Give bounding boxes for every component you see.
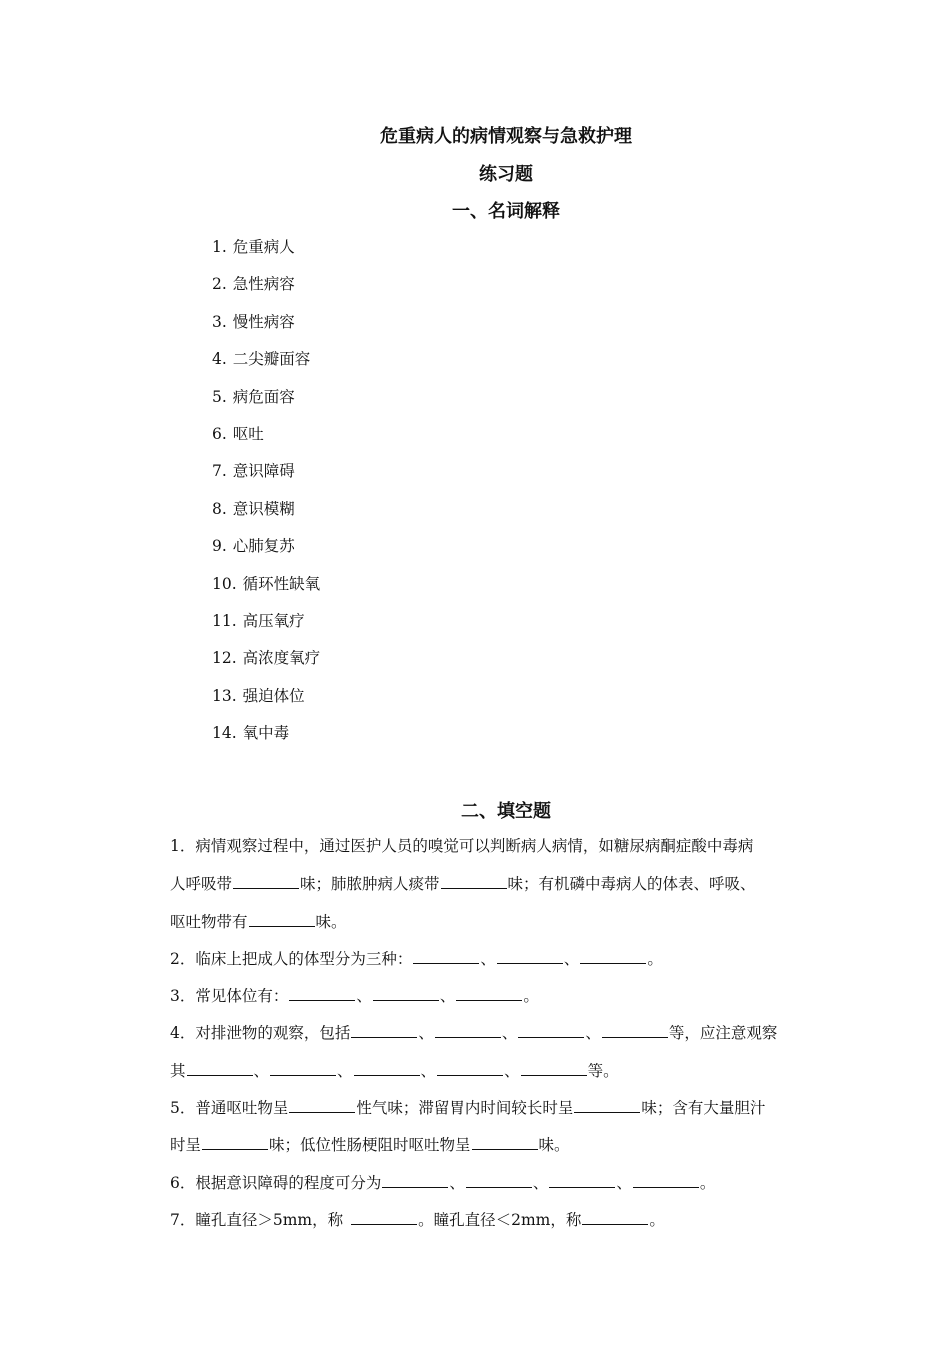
answer-blank[interactable]: [437, 1059, 503, 1076]
answer-blank[interactable]: [202, 1133, 268, 1150]
list-item: 14. 氧中毒: [212, 724, 290, 743]
fill-blank-questions: [170, 835, 810, 1245]
question-2: 2．临床上把成人的体型分为三种： 、 、 。: [170, 947, 810, 984]
question-6: 6．根据意识障碍的程度可分为 、 、 、 。: [170, 1171, 810, 1208]
question-1-line-1: 1．病情观察过程中，通过医护人员的嗅觉可以判断病人病情，如糖尿病酮症酸中毒病: [170, 837, 754, 855]
section-heading-fill-blank: 二、填空题: [461, 801, 551, 822]
answer-blank[interactable]: [413, 947, 479, 964]
answer-blank[interactable]: [472, 1133, 538, 1150]
list-item: 8. 意识模糊: [212, 499, 295, 518]
list-item: 4. 二尖瓣面容: [212, 350, 311, 369]
list-item: 1. 危重病人: [212, 238, 295, 256]
answer-blank[interactable]: [456, 984, 522, 1001]
list-item: 13. 强迫体位: [212, 686, 305, 705]
answer-blank[interactable]: [497, 947, 563, 964]
list-item: 2. 急性病容: [212, 275, 295, 294]
document-subtitle: 练习题: [479, 164, 533, 185]
answer-blank[interactable]: [435, 1021, 501, 1038]
question-1-line-2: 人呼吸带 味；肺脓肿病人痰带 味；有机磷中毒病人的体表、呼吸、: [170, 872, 810, 909]
answer-blank[interactable]: [289, 1096, 355, 1113]
question-5-line-2: 时呈 味；低位性肠梗阻时呕吐物呈 味。: [170, 1133, 810, 1170]
answer-blank[interactable]: [602, 1021, 668, 1038]
list-item: 3. 慢性病容: [212, 312, 295, 331]
list-item: 12. 高浓度氧疗: [212, 649, 321, 668]
answer-blank[interactable]: [549, 1171, 615, 1188]
question-4-line-2: 其 、 、 、 、 等。: [170, 1059, 810, 1096]
question-7: 7．瞳孔直径＞5mm，称 。瞳孔直径＜2mm，称 。: [170, 1208, 810, 1245]
list-item: 9. 心肺复苏: [212, 537, 295, 556]
answer-blank[interactable]: [289, 984, 355, 1001]
answer-blank[interactable]: [373, 984, 439, 1001]
answer-blank[interactable]: [580, 947, 646, 964]
list-item: 10. 循环性缺氧: [212, 574, 321, 593]
answer-blank[interactable]: [351, 1208, 417, 1225]
question-3: 3．常见体位有： 、 、 。: [170, 984, 810, 1021]
answer-blank[interactable]: [518, 1021, 584, 1038]
answer-blank[interactable]: [521, 1059, 587, 1076]
answer-blank[interactable]: [270, 1059, 336, 1076]
document-title: 危重病人的病情观察与急救护理: [380, 126, 632, 147]
answer-blank[interactable]: [354, 1059, 420, 1076]
answer-blank[interactable]: [382, 1171, 448, 1188]
term-list: [212, 236, 320, 759]
answer-blank[interactable]: [441, 872, 507, 889]
question-5-line-1: 5．普通呕吐物呈 性气味；滞留胃内时间较长时呈 味；含有大量胆汁: [170, 1096, 810, 1133]
answer-blank[interactable]: [466, 1171, 532, 1188]
section-heading-terms: 一、名词解释: [452, 201, 560, 222]
answer-blank[interactable]: [249, 910, 315, 927]
question-1-line-3: 呕吐物带有 味。: [170, 910, 810, 947]
answer-blank[interactable]: [574, 1096, 640, 1113]
list-item: 7. 意识障碍: [212, 462, 295, 481]
question-4-line-1: 4．对排泄物的观察，包括 、 、 、 等，应注意观察: [170, 1021, 810, 1058]
list-item: 6. 呕吐: [212, 424, 264, 443]
answer-blank[interactable]: [351, 1021, 417, 1038]
answer-blank[interactable]: [582, 1208, 648, 1225]
list-item: 5. 病危面容: [212, 387, 295, 406]
answer-blank[interactable]: [633, 1171, 699, 1188]
answer-blank[interactable]: [187, 1059, 253, 1076]
list-item: 11. 高压氧疗: [212, 611, 305, 630]
answer-blank[interactable]: [233, 872, 299, 889]
